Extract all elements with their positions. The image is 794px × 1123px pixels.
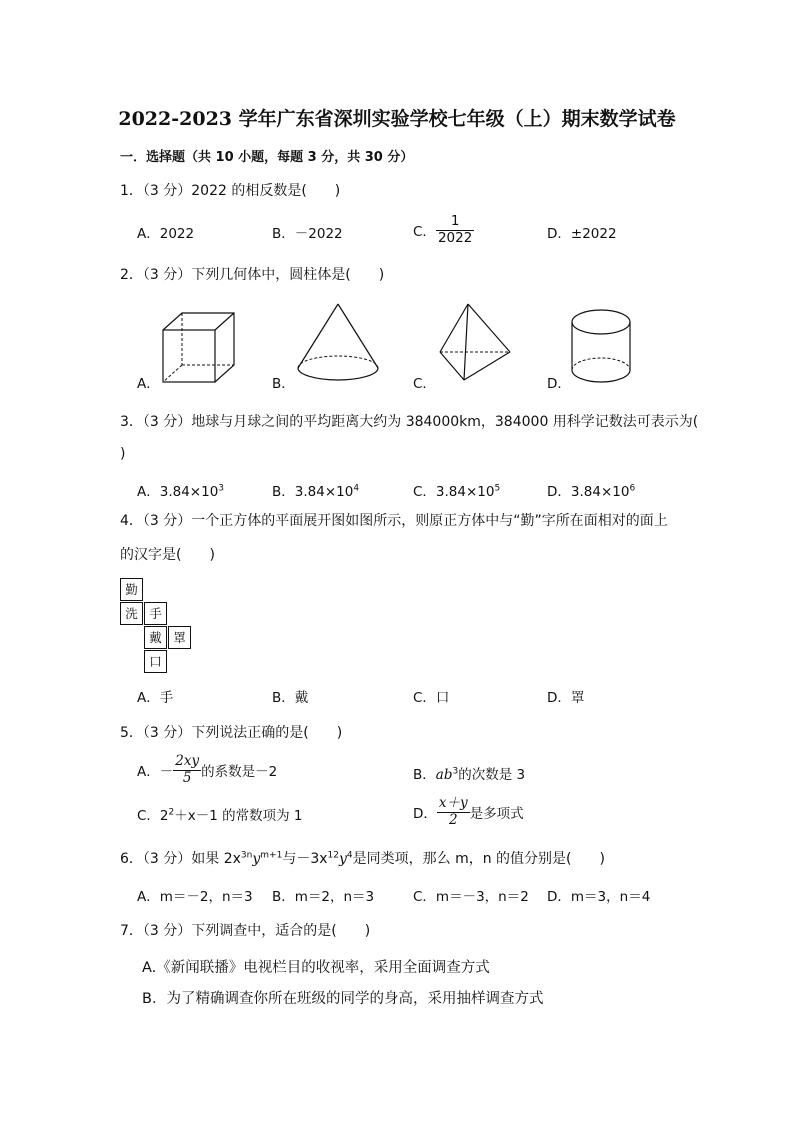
question-4-stem: 4．（3 分）一个正方体的平面展开图如图所示，则原正方体中与“勤”字所在面相对的面上: [120, 513, 668, 529]
q5-option-d-label: D．: [413, 806, 437, 823]
q5-a-numerator: 2xy: [175, 753, 200, 769]
q6-stem-prefix: 6．（3 分）如果 2x: [120, 851, 241, 867]
q5-option-a-label: A．－: [137, 764, 174, 781]
q3-option-a: [137, 480, 224, 500]
q4-option-b: B．戴: [272, 690, 309, 706]
q4-option-d: D．罩: [547, 690, 585, 706]
q6-y2: y: [338, 851, 347, 867]
page-title: 2022-2023 学年广东省深圳实验学校七年级（上）期末数学试卷: [118, 108, 676, 130]
net-cell: 手: [144, 602, 167, 625]
q5-option-b-text: 的次数是 3: [458, 767, 526, 783]
q6-exp-4: 4: [346, 850, 353, 861]
question-1-stem: 1．（3 分）2022 的相反数是( ): [120, 183, 341, 199]
q5-option-b-label: B．: [413, 767, 436, 783]
q6-option-a: A．m＝－2，n＝3: [137, 889, 253, 905]
q2-option-d: D．: [547, 376, 571, 392]
q5-option-a: [137, 754, 277, 786]
question-4-stem-cont: 的汉字是( ): [120, 547, 215, 563]
q6-stem-mid: 与－3x: [282, 851, 328, 867]
q3-option-c-base: C．3.84×10: [413, 484, 495, 500]
question-6-stem: [120, 848, 605, 868]
q6-option-c: C．m＝－3，n＝2: [413, 889, 529, 905]
net-cell: 戴: [144, 626, 167, 649]
q6-exp-3: 12: [327, 850, 339, 861]
q5-option-c-label: C．2: [137, 808, 169, 824]
cylinder-icon: [570, 308, 634, 388]
q5-d-fraction: [437, 796, 470, 828]
question-3-stem-cont: ): [120, 446, 126, 462]
cube-net-diagram: [120, 578, 200, 678]
q1-option-d: D．±2022: [547, 226, 617, 242]
q3-option-c: [413, 480, 500, 500]
cube-icon: [162, 312, 238, 384]
q5-d-numerator: x＋y: [438, 795, 468, 811]
q5-a-denominator: 5: [182, 769, 192, 786]
q6-stem-suffix: 是同类项，那么 m，n 的值分别是( ): [352, 851, 605, 867]
q3-option-c-exp: 5: [494, 483, 501, 494]
q2-option-b: B．: [272, 376, 295, 392]
q5-option-d-text: 是多项式: [469, 806, 524, 823]
pyramid-icon: [438, 302, 512, 384]
q5-option-b: [413, 763, 525, 783]
net-cell: 罩: [168, 626, 191, 649]
question-7-stem: 7．（3 分）下列调查中，适合的是( ): [120, 923, 371, 939]
q1-option-c-label: C．: [413, 224, 436, 241]
q1-fraction-numerator: 1: [436, 214, 474, 231]
q3-option-a-exp: 3: [218, 483, 225, 494]
question-2-stem: 2．（3 分）下列几何体中，圆柱体是( ): [120, 267, 385, 283]
q5-option-c: [137, 804, 303, 824]
cone-icon: [296, 302, 380, 386]
q3-option-b: [272, 480, 359, 500]
question-3-stem: 3．（3 分）地球与月球之间的平均距离大约为 384000km，384000 用科学记数法可表示为(: [120, 414, 699, 430]
q6-exp-1: 3n: [240, 850, 253, 861]
q5-c-exp: 2: [168, 807, 175, 818]
q6-option-b: B．m＝2，n＝3: [272, 889, 375, 905]
net-cell: 口: [144, 650, 167, 673]
net-cell: 洗: [120, 602, 143, 625]
q6-y: y: [252, 851, 261, 867]
q6-option-d: D．m＝3，n＝4: [547, 889, 651, 905]
q7-option-b: B．为了精确调查你所在班级的同学的身高，采用抽样调查方式: [142, 991, 544, 1007]
q7-option-a: A.《新闻联播》电视栏目的收视率，采用全面调查方式: [142, 960, 490, 976]
q5-option-c-text: ＋x－1 的常数项为 1: [174, 808, 303, 824]
q4-option-c: C．口: [413, 690, 450, 706]
net-cell: 勤: [120, 578, 143, 601]
q3-option-a-base: A．3.84×10: [137, 484, 219, 500]
q3-option-b-exp: 4: [353, 483, 360, 494]
q5-b-exp: 3: [452, 766, 459, 777]
q3-option-b-base: B．3.84×10: [272, 484, 354, 500]
q1-option-c: [413, 214, 474, 246]
q5-d-denominator: 2: [448, 811, 458, 828]
q5-b-term: ab: [435, 767, 453, 783]
q2-option-a: A．: [137, 376, 160, 392]
q1-fraction: [436, 214, 474, 246]
q5-option-a-text: 的系数是－2: [201, 764, 278, 781]
q2-option-c: C．: [413, 376, 436, 392]
q5-a-fraction: [173, 754, 201, 786]
q3-option-d: [547, 480, 635, 500]
q6-exp-2: m+1: [260, 850, 283, 861]
question-5-stem: 5．（3 分）下列说法正确的是( ): [120, 725, 343, 741]
q3-option-d-base: D．3.84×10: [547, 484, 630, 500]
q1-fraction-denominator: 2022: [437, 229, 473, 246]
section-header: 一．选择题（共 10 小题，每题 3 分，共 30 分）: [120, 150, 414, 165]
q5-option-d: [413, 796, 524, 828]
q4-option-a: A．手: [137, 690, 174, 706]
q3-option-d-exp: 6: [629, 483, 636, 494]
q1-option-a: A．2022: [137, 226, 195, 242]
q1-option-b: B．－2022: [272, 226, 343, 242]
